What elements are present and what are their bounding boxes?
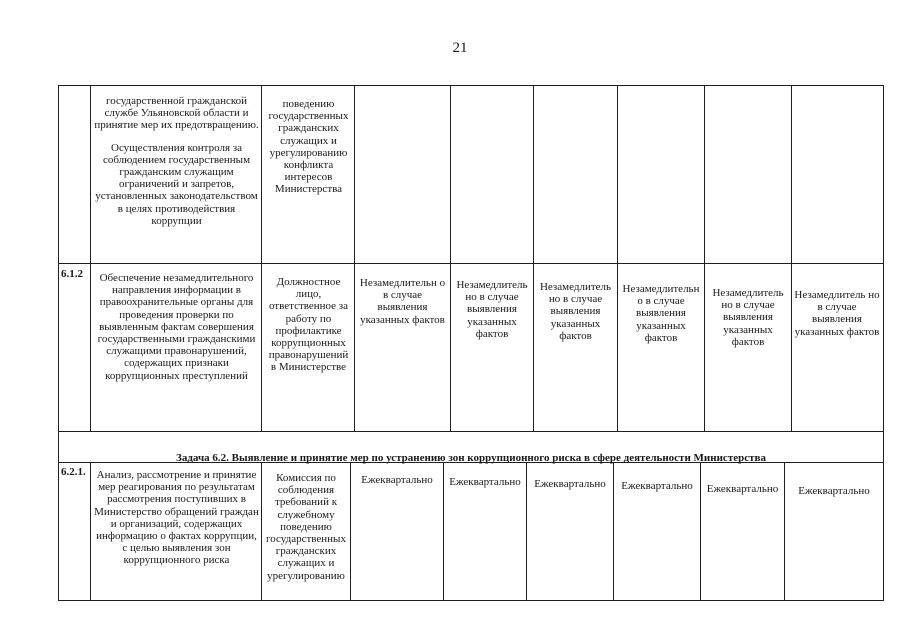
continuation-responsible: поведению государственных гражданских служащих и урегулированию конфликта интересов Министерства xyxy=(268,98,349,196)
row-number-6-1-2: 6.1.2 xyxy=(61,268,83,280)
row-6-2-1-term-6: Ежеквартально xyxy=(798,485,870,497)
row-6-2-1-term-3: Ежеквартально xyxy=(534,478,606,490)
row-6-1-2-term-5: Незамедлитель но в случае выявления указанных фактов xyxy=(712,287,784,348)
row-6-2-1-term-2: Ежеквартально xyxy=(449,476,521,488)
row-6-1-2-term-2: Незамедлитель но в случае выявления указанных фактов xyxy=(456,279,528,340)
row-6-1-2-term-1: Незамедлительн о в случае выявления указанных фактов xyxy=(359,277,446,326)
row-6-1-2-term-6: Незамедлитель но в случае выявления указанных фактов xyxy=(794,289,880,338)
row-6-1-2-term-3: Незамедлитель но в случае выявления указанных фактов xyxy=(539,281,612,342)
column-divider xyxy=(533,85,534,431)
column-divider xyxy=(354,85,355,431)
column-divider xyxy=(883,85,884,431)
row-6-1-2-responsible: Должностное лицо, ответственное за работу по профилактике коррупционных правонарушений в Министерстве xyxy=(268,276,349,374)
column-divider xyxy=(58,462,59,600)
column-divider xyxy=(261,85,262,431)
task-6-2-heading: Задача 6.2. Выявление и принятие мер по устранению зон коррупционного риска в сфере деятельности Министерства xyxy=(176,452,766,464)
row-divider xyxy=(58,263,884,264)
table-border-bottom xyxy=(58,600,884,601)
row-6-2-1-description: Анализ, рассмотрение и принятие мер реагирования по результатам рассмотрения поступивших в Министерство обращений граждан и организаций, содержащих информацию о фактах коррупции, с целью выявления зон коррупционного риска xyxy=(94,469,259,567)
page-number: 21 xyxy=(452,40,468,56)
column-divider xyxy=(450,85,451,431)
column-divider xyxy=(704,85,705,431)
column-divider xyxy=(617,85,618,431)
row-6-2-1-term-1: Ежеквартально xyxy=(361,474,433,486)
continuation-description-p1: государственной гражданской службе Ульяновской области и принятие мер их предотвращению. xyxy=(94,95,259,132)
column-divider xyxy=(883,462,884,600)
column-divider xyxy=(90,462,91,600)
continuation-description-p2: Осуществления контроля за соблюдением государственным гражданским служащим ограничений и запретов, установленных законодательством в целях противодействия коррупции xyxy=(95,141,258,227)
row-6-1-2-description: Обеспечение незамедлительного направления информации в правоохранительные органы для проведения проверки по выявленным фактам совершения государственными гражданскими служащими правонарушений, содержащих признаки коррупционных преступлений xyxy=(97,272,256,382)
row-6-2-1-term-4: Ежеквартально xyxy=(621,480,693,492)
column-divider xyxy=(58,85,59,431)
measures-table xyxy=(58,85,884,601)
continuation-description xyxy=(92,95,261,227)
row-6-2-1-responsible: Комиссия по соблюдения требований к служебному поведению государственных гражданских служащих и урегулированию xyxy=(266,472,346,582)
row-6-2-1-term-5: Ежеквартально xyxy=(706,483,779,495)
row-number-6-2-1: 6.2.1. xyxy=(61,466,86,478)
column-divider xyxy=(791,85,792,431)
column-divider xyxy=(784,462,785,600)
row-divider xyxy=(58,431,884,432)
table-border-top xyxy=(58,85,884,86)
column-divider xyxy=(90,85,91,431)
row-6-1-2-term-4: Незамедлительн о в случае выявления указанных фактов xyxy=(622,283,700,344)
